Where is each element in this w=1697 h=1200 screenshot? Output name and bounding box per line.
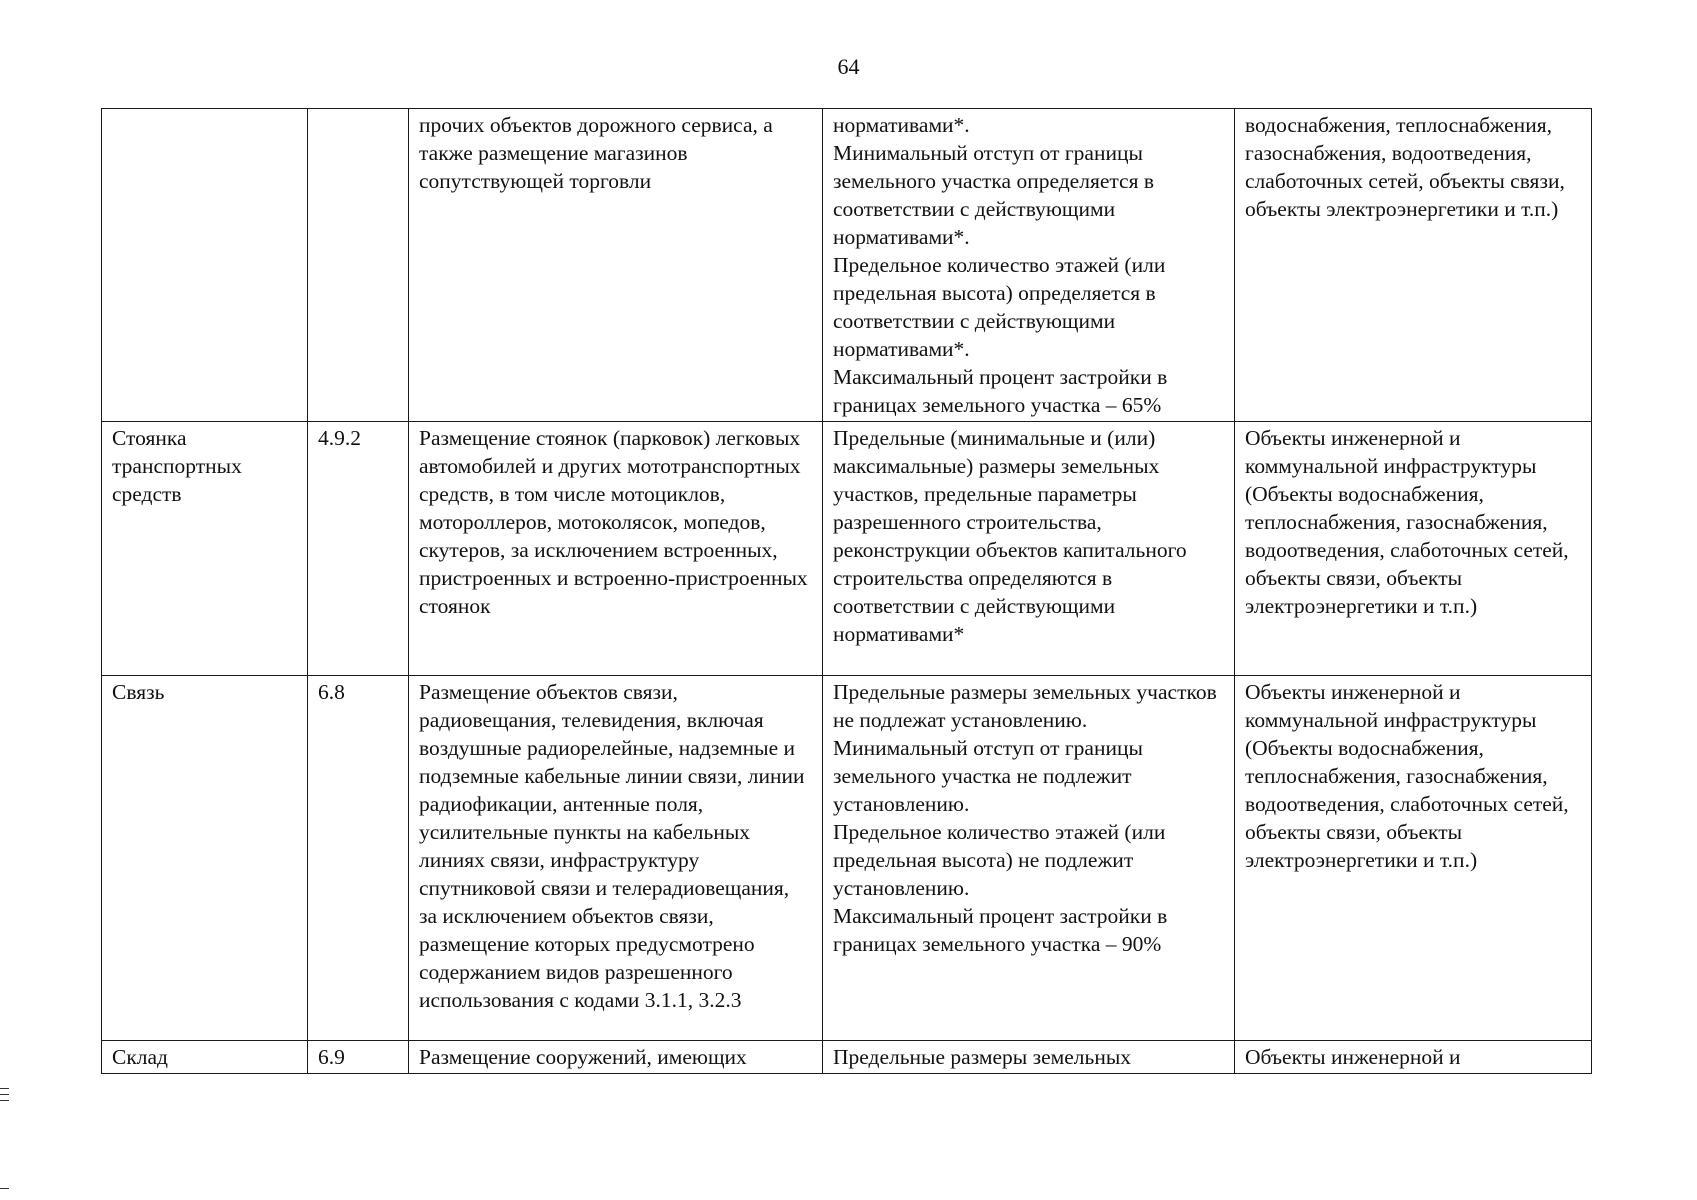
use-name-cell — [102, 109, 308, 422]
use-code-cell: 6.9 — [308, 1041, 409, 1074]
use-code-cell: 6.8 — [308, 676, 409, 1041]
margin-binding-mark — [0, 1100, 9, 1101]
table-row — [102, 422, 1592, 676]
page-number: 64 — [837, 54, 860, 79]
use-parameters-cell: Предельные размеры земельных участков не подлежат установлению. Минимальный отступ от границы земельного участка не подлежит установлению. Предельное количество этажей (или предельная высота) не подлежит установлению. Максимальный процент застройки в границах земельного участка – 90% — [823, 676, 1235, 1041]
use-parameters-cell: Предельные размеры земельных — [823, 1041, 1235, 1074]
use-description-cell: Размещение объектов связи, радиовещания, телевидения, включая воздушные радиорелейные, надземные и подземные кабельные линии связи, линии радиофикации, антенные поля, усилительные пункты на кабельных линиях связи, инфраструктуру спутниковой связи и телерадиовещания, за исключением объектов связи, размещение которых предусмотрено содержанием видов разрешенного использования с кодами 3.1.1, 3.2.3 — [409, 676, 823, 1041]
table-row — [102, 676, 1592, 1041]
land-use-table — [101, 108, 1592, 1074]
use-description-cell: прочих объектов дорожного сервиса, а также размещение магазинов сопутствующей торговли — [409, 109, 823, 422]
use-parameters-cell: Предельные (минимальные и (или) максимальные) размеры земельных участков, предельные параметры разрешенного строительства, реконструкции объектов капитального строительства определяются в соответствии с действующими нормативами* — [823, 422, 1235, 676]
use-parameters-cell: нормативами*. Минимальный отступ от границы земельного участка определяется в соответствии с действующими нормативами*. Предельное количество этажей (или предельная высота) определяется в соответствии с действующими нормативами*. Максимальный процент застройки в границах земельного участка – 65% — [823, 109, 1235, 422]
margin-binding-mark — [0, 1088, 9, 1089]
use-name-cell: Стоянка транспортных средств — [102, 422, 308, 676]
use-name-cell: Связь — [102, 676, 308, 1041]
use-infrastructure-cell: Объекты инженерной и — [1235, 1041, 1592, 1074]
table-row — [102, 1041, 1592, 1074]
use-description-cell: Размещение стоянок (парковок) легковых автомобилей и других мототранспортных средств, в том числе мотоциклов, мотороллеров, мотоколясок, мопедов, скутеров, за исключением встроенных, пристроенных и встроенно-пристроенных стоянок — [409, 422, 823, 676]
use-description-cell: Размещение сооружений, имеющих — [409, 1041, 823, 1074]
margin-binding-mark — [0, 1094, 9, 1095]
use-code-cell — [308, 109, 409, 422]
use-code-cell: 4.9.2 — [308, 422, 409, 676]
use-infrastructure-cell: Объекты инженерной и коммунальной инфраструктуры (Объекты водоснабжения, теплоснабжения, газоснабжения, водоотведения, слаботочных сетей, объекты связи, объекты электроэнергетики и т.п.) — [1235, 422, 1592, 676]
use-infrastructure-cell: водоснабжения, теплоснабжения, газоснабжения, водоотведения, слаботочных сетей, объекты связи, объекты электроэнергетики и т.п.) — [1235, 109, 1592, 422]
use-infrastructure-cell: Объекты инженерной и коммунальной инфраструктуры (Объекты водоснабжения, теплоснабжения, газоснабжения, водоотведения, слаботочных сетей, объекты связи, объекты электроэнергетики и т.п.) — [1235, 676, 1592, 1041]
margin-edge-mark — [0, 1188, 9, 1189]
use-name-cell: Склад — [102, 1041, 308, 1074]
table-row — [102, 109, 1592, 422]
